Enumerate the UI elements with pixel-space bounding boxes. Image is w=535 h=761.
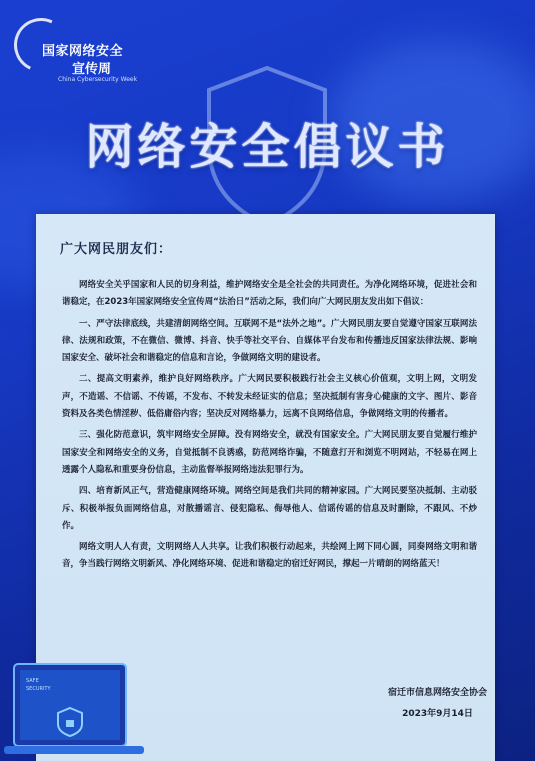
signature-date: 2023年9月14日 [402, 709, 473, 719]
signature-org: 宿迁市信息网络安全协会 [387, 688, 487, 698]
logo-line1: 国家网络安全 [42, 44, 124, 59]
page-title: 网络安全倡议书 [85, 119, 450, 175]
laptop-security-illustration [0, 658, 150, 761]
letter-body [62, 277, 477, 578]
signature-block [388, 683, 487, 725]
logo-line2: 宣传周 [72, 62, 112, 77]
paragraph-3: 三、强化防范意识，筑牢网络安全屏障。没有网络安全，就没有国家安全。广大网民朋友要自觉履行维护国家安全和网络安全的义务，自觉抵制不良诱惑，防范网络诈骗，不随意打开和浏览不明网站，不轻易在网上透露个人隐私和重要身份信息，主动监督举报网络违法犯罪行为。 [62, 430, 477, 475]
laptop-label-security: SECURITY [26, 686, 51, 692]
paragraph-1: 一、严守法律底线，共建清朗网络空间。互联网不是“法外之地”。广大网民朋友要自觉遵守国家互联网法律、法规和政策，不在微信、微博、抖音、快手等社交平台、自媒体平台发布和传播违反国家法律法规、影响国家安全、破坏社会和谐稳定的信息和言论，争做网络文明的建设者。 [62, 318, 477, 364]
paragraph-2: 二、提高文明素养，维护良好网络秩序。广大网民要积极践行社会主义核心价值观，文明上网，文明发声，不造谣、不信谣、不传谣，不发布、不转发未经证实的信息；坚决抵制有害身心健康的文字、图片、影音资料及各类色情淫秽、低俗庸俗内容；坚决反对网络暴力，远离不良网络信息，争做网络文明的传播者。 [62, 374, 477, 420]
cybersecurity-week-logo [14, 18, 174, 84]
paragraph-4: 四、培育新风正气，营造健康网络环境。网络空间是我们共同的精神家园。广大网民要坚决抵制、主动驳斥、积极举报负面网络信息，对散播谣言、侵犯隐私、侮辱他人、信谣传谣的信息及时删除，不跟风、不炒作。 [62, 486, 477, 531]
paragraph-intro: 网络安全关乎国家和人民的切身利益，维护网络安全是全社会的共同责任。为净化网络环境，促进社会和谐稳定，在2023年国家网络安全宣传周“法治日”活动之际，我们向广大网民朋友发出如下倡议： [62, 280, 477, 308]
logo-line3: China Cybersecurity Week [58, 76, 138, 83]
laptop-label-safe: SAFE [26, 678, 39, 684]
greeting: 广大网民朋友们： [60, 242, 173, 257]
paragraph-closing: 网络文明人人有责，文明网络人人共享。让我们积极行动起来，共绘网上网下同心圆，同奏网络文明和谐音，争当践行网络文明新风、净化网络环境、促进和谐稳定的宿迁好网民，撑起一片晴朗的网络蓝天！ [62, 542, 477, 570]
